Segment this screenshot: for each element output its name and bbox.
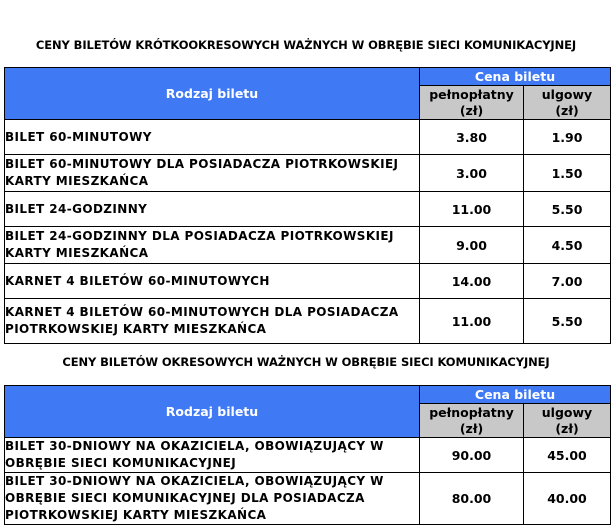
full-price: 90.00 — [420, 438, 524, 473]
reduced-price: 45.00 — [524, 438, 611, 473]
table-row — [5, 155, 611, 192]
reduced-price-label: ulgowy — [541, 404, 593, 420]
full-price-unit: (zł) — [459, 420, 484, 436]
reduced-price-label: ulgowy — [541, 86, 593, 102]
reduced-price-unit: (zł) — [555, 102, 579, 118]
reduced-price: 1.90 — [524, 120, 611, 155]
ticket-name: BILET 30-DNIOWY NA OKAZICIELA, OBOWIĄZUJĄCY W OBRĘBIE SIECI KOMUNIKACYJNEJ DLA POSIADACZA PIOTRKOWSKIEJ KARTY MIESZKAŃCA — [5, 473, 420, 525]
price-header: Cena biletu — [420, 386, 611, 404]
table-row — [5, 192, 611, 227]
table-row — [5, 227, 611, 264]
table-row — [5, 120, 611, 155]
reduced-price: 7.00 — [524, 264, 611, 299]
ticket-name: BILET 24-GODZINNY DLA POSIADACZA PIOTRKOWSKIEJ KARTY MIESZKAŃCA — [5, 227, 420, 264]
full-price: 11.00 — [420, 299, 524, 344]
reduced-price-header — [524, 86, 611, 120]
section2-title: CENY BILETÓW OKRESOWYCH WAŻNYCH W OBRĘBIE SIECI KOMUNIKACYJNEJ — [62, 355, 550, 369]
full-price-header — [420, 404, 524, 438]
full-price: 80.00 — [420, 473, 524, 525]
table-row — [5, 264, 611, 299]
table-row — [5, 438, 611, 473]
ticket-name: KARNET 4 BILETÓW 60-MINUTOWYCH DLA POSIADACZA PIOTRKOWSKIEJ KARTY MIESZKAŃCA — [5, 299, 420, 344]
ticket-name: KARNET 4 BILETÓW 60-MINUTOWYCH — [5, 264, 420, 299]
ticket-name: BILET 30-DNIOWY NA OKAZICIELA, OBOWIĄZUJĄCY W OBRĘBIE SIECI KOMUNIKACYJNEJ — [5, 438, 420, 473]
ticket-type-header: Rodzaj biletu — [5, 386, 420, 438]
table-row — [5, 299, 611, 344]
ticket-type-header: Rodzaj biletu — [5, 68, 420, 120]
ticket-name: BILET 60-MINUTOWY — [5, 120, 420, 155]
reduced-price: 4.50 — [524, 227, 611, 264]
price-header: Cena biletu — [420, 68, 611, 86]
full-price: 3.80 — [420, 120, 524, 155]
ticket-name: BILET 24-GODZINNY — [5, 192, 420, 227]
reduced-price-header — [524, 404, 611, 438]
reduced-price: 1.50 — [524, 155, 611, 192]
full-price-label: pełnopłatny — [429, 86, 514, 102]
short-term-price-table — [4, 67, 611, 344]
reduced-price: 5.50 — [524, 299, 611, 344]
full-price-unit: (zł) — [459, 102, 484, 118]
full-price: 9.00 — [420, 227, 524, 264]
full-price: 14.00 — [420, 264, 524, 299]
full-price: 11.00 — [420, 192, 524, 227]
section1-title: CENY BILETÓW KRÓTKOOKRESOWYCH WAŻNYCH W OBRĘBIE SIECI KOMUNIKACYJNEJ — [35, 38, 577, 52]
periodic-price-table — [4, 385, 611, 525]
reduced-price: 5.50 — [524, 192, 611, 227]
full-price-label: pełnopłatny — [429, 404, 514, 420]
ticket-name: BILET 60-MINUTOWY DLA POSIADACZA PIOTRKOWSKIEJ KARTY MIESZKAŃCA — [5, 155, 420, 192]
table-row — [5, 473, 611, 525]
reduced-price: 40.00 — [524, 473, 611, 525]
reduced-price-unit: (zł) — [555, 420, 579, 436]
full-price: 3.00 — [420, 155, 524, 192]
full-price-header — [420, 86, 524, 120]
